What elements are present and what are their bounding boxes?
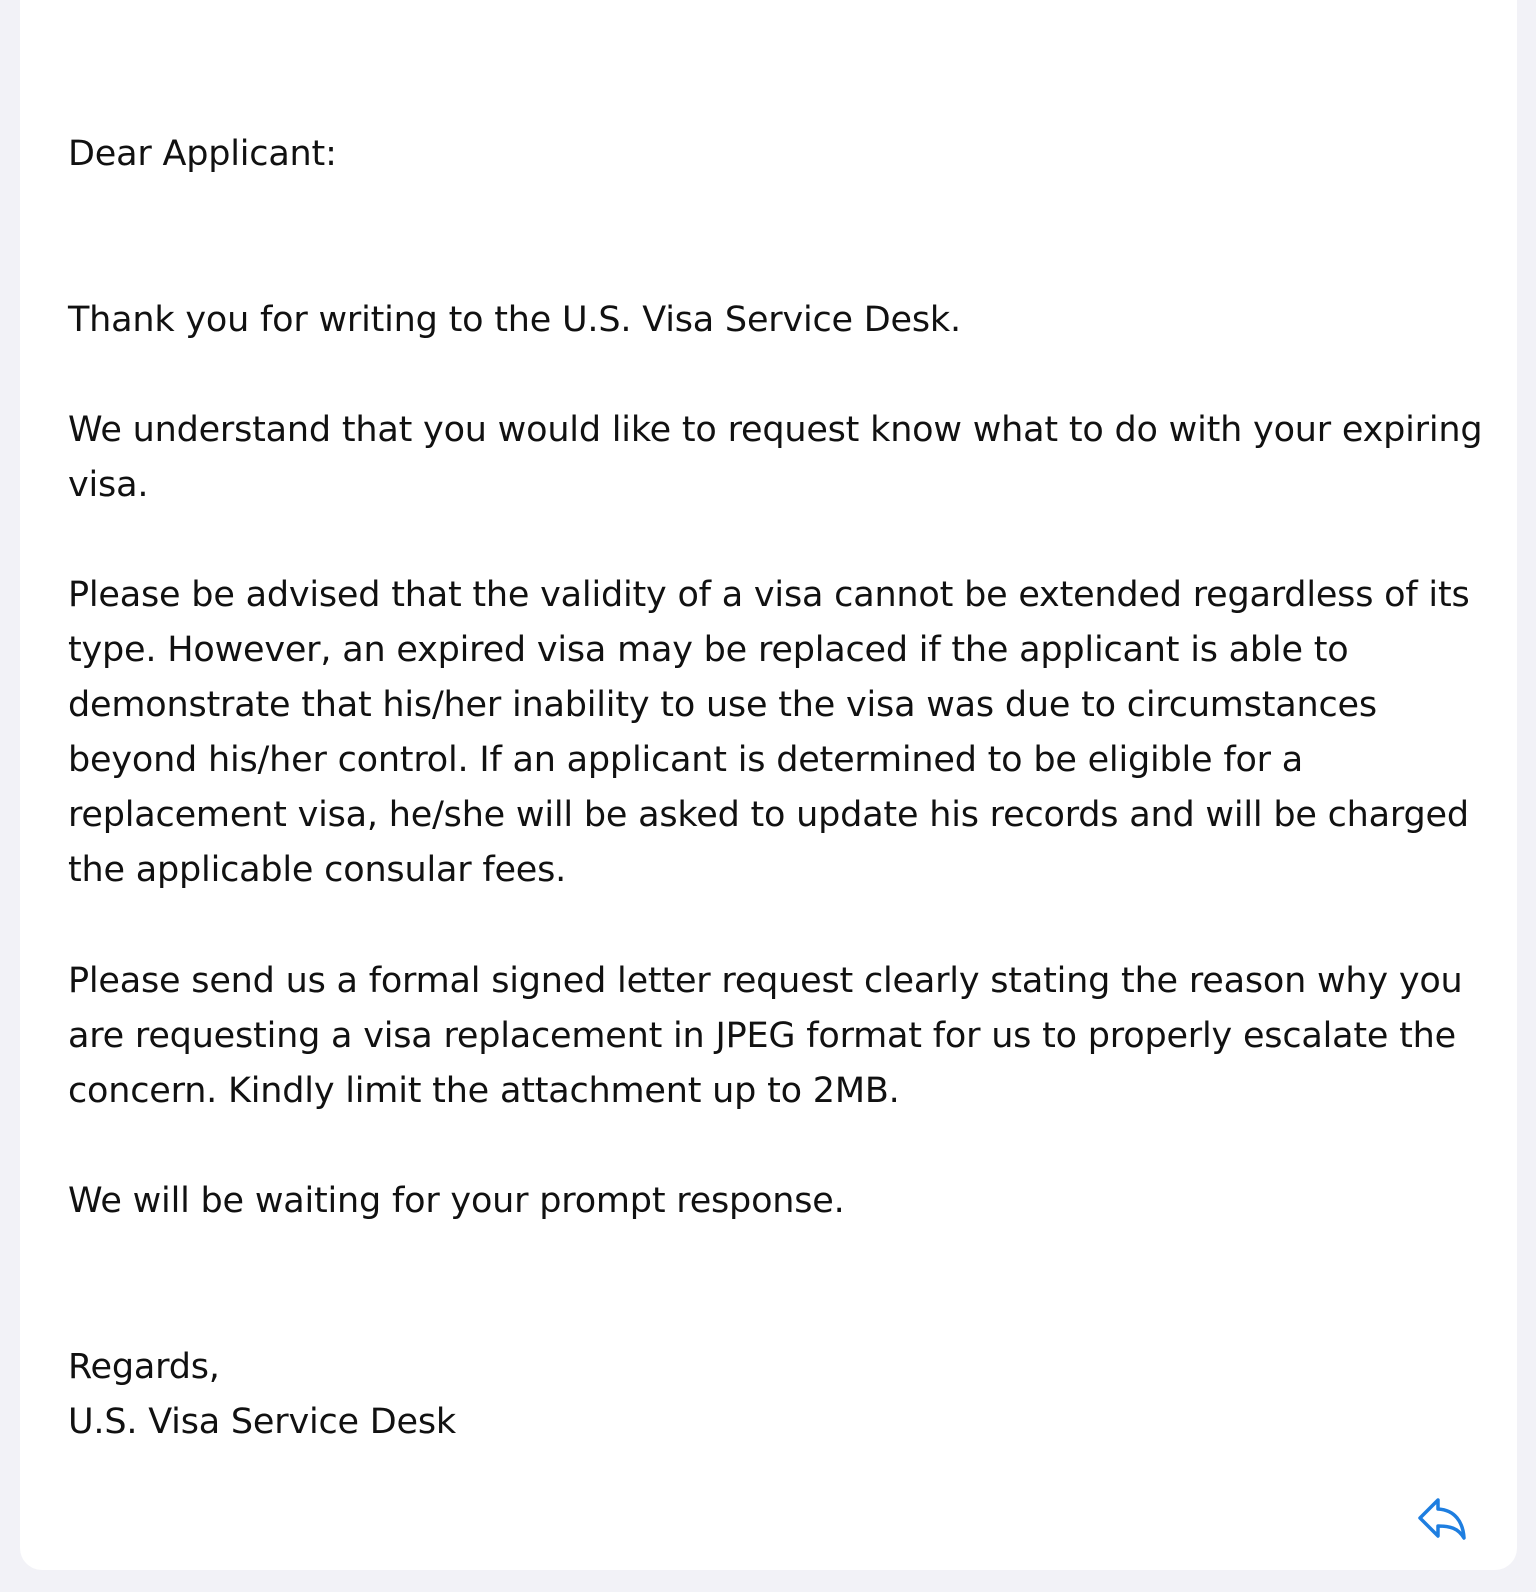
reply-arrow-icon	[1416, 1494, 1470, 1542]
email-card	[20, 0, 1517, 1570]
paragraph-3-line-1: Please be advised that the validity of a visa cannot be extended regardless of its	[68, 575, 1470, 615]
paragraph-3-line-3: demonstrate that his/her inability to use the visa was due to circumstances	[68, 685, 1377, 725]
reply-button[interactable]	[1416, 1494, 1470, 1542]
paragraph-3-line-2: type. However, an expired visa may be replaced if the applicant is able to	[68, 630, 1349, 670]
paragraph-4-line-1: Please send us a formal signed letter request clearly stating the reason why you	[68, 961, 1463, 1001]
paragraph-3-line-4: beyond his/her control. If an applicant is determined to be eligible for a	[68, 740, 1304, 780]
paragraph-2-line-2: visa.	[68, 465, 149, 505]
paragraph-2-line-1: We understand that you would like to request know what to do with your expiring	[68, 410, 1483, 450]
paragraph-3-line-6: the applicable consular fees.	[68, 850, 567, 890]
greeting: Dear Applicant:	[68, 134, 337, 174]
paragraph-4-line-2: are requesting a visa replacement in JPEG format for us to properly escalate the	[68, 1016, 1456, 1056]
closing: Regards,	[68, 1347, 220, 1387]
paragraph-4-line-3: concern. Kindly limit the attachment up to 2MB.	[68, 1071, 900, 1111]
paragraph-5-line-1: We will be waiting for your prompt response.	[68, 1181, 845, 1221]
signature: U.S. Visa Service Desk	[68, 1402, 456, 1442]
paragraph-3-line-5: replacement visa, he/she will be asked to update his records and will be charged	[68, 795, 1469, 835]
paragraph-1-line-1: Thank you for writing to the U.S. Visa Service Desk.	[68, 300, 961, 340]
